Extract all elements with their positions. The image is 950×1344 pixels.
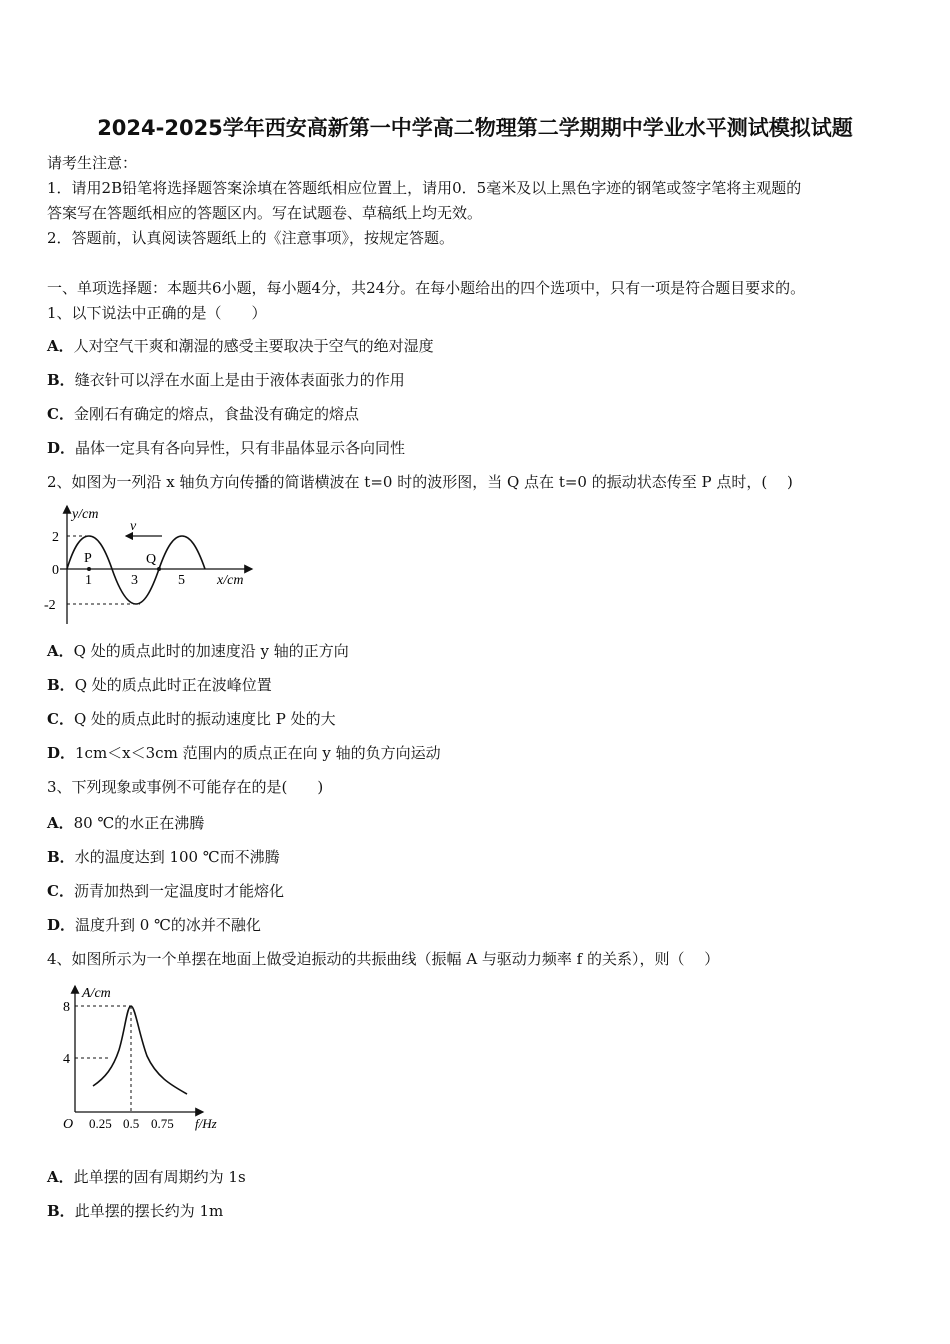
option-text: 1cm＜x＜3cm 范围内的质点正在向 y 轴的负方向运动 xyxy=(75,744,441,762)
notice-item-1-line-1: 1．请用2B铅笔将选择题答案涂填在答题纸相应位置上，请用0．5毫米及以上黑色字迹的钢笔或签字笔将主观题的 xyxy=(47,179,802,197)
option-key: B． xyxy=(47,848,75,866)
option-text: Q 处的质点此时正在波峰位置 xyxy=(74,676,272,694)
section-heading: 一、单项选择题：本题共6小题，每小题4分，共24分。在每小题给出的四个选项中，只有一项是符合题目要求的。 xyxy=(47,279,806,297)
option-key: D． xyxy=(47,916,76,934)
option-text: 沥青加热到一定温度时才能熔化 xyxy=(73,882,284,900)
resonance-y-label: A/cm xyxy=(82,986,111,1001)
option-key: D． xyxy=(47,439,76,457)
option-key: A． xyxy=(47,1168,74,1186)
resonance-tick-y-8: 8 xyxy=(63,1000,70,1015)
option-key: A． xyxy=(47,814,74,832)
question-2-option-a[interactable] xyxy=(47,640,349,661)
question-1-option-c[interactable] xyxy=(47,403,359,424)
option-text: 缝衣针可以浮在水面上是由于液体表面张力的作用 xyxy=(74,371,405,389)
option-key: B． xyxy=(47,676,75,694)
option-text: Q 处的质点此时的加速度沿 y 轴的正方向 xyxy=(73,642,349,660)
question-2-option-c[interactable] xyxy=(47,708,336,729)
option-text: 80 ℃的水正在沸腾 xyxy=(73,814,205,832)
option-text: Q 处的质点此时的振动速度比 P 处的大 xyxy=(73,710,336,728)
question-1-stem: 1、以下说法中正确的是（ ） xyxy=(47,304,267,322)
resonance-x-label: f/Hz xyxy=(195,1116,217,1131)
resonance-curve xyxy=(93,1006,187,1094)
option-key: A． xyxy=(47,642,74,660)
wave-velocity-label: v xyxy=(130,519,137,534)
question-2-stem: 2、如图为一列沿 x 轴负方向传播的简谐横波在 t=0 时的波形图，当 Q 点在 t=0 的振动状态传至 P 点时，( ) xyxy=(47,473,793,491)
wave-tick-y-0: 0 xyxy=(52,563,59,578)
question-3-option-d[interactable] xyxy=(47,914,261,935)
question-1-option-d[interactable] xyxy=(47,437,405,458)
question-4-option-b[interactable] xyxy=(47,1200,223,1221)
resonance-tick-x-05: 0.5 xyxy=(123,1116,140,1131)
wave-x-label: x/cm xyxy=(217,573,244,588)
option-key: B． xyxy=(47,1202,75,1220)
question-3-option-a[interactable] xyxy=(47,812,204,833)
notice-item-1-line-2: 答案写在答题纸相应的答题区内。写在试题卷、草稿纸上均无效。 xyxy=(47,204,483,222)
option-key: C． xyxy=(47,882,74,900)
wave-y-label: y/cm xyxy=(72,507,99,522)
wave-tick-x-3: 3 xyxy=(131,573,138,588)
question-1-option-a[interactable] xyxy=(47,335,434,356)
question-3-option-b[interactable] xyxy=(47,846,280,867)
notice-item-2: 2．答题前，认真阅读答题纸上的《注意事项》，按规定答题。 xyxy=(47,229,455,247)
question-2-option-b[interactable] xyxy=(47,674,272,695)
option-key: B． xyxy=(47,371,75,389)
wave-tick-x-1: 1 xyxy=(85,573,92,588)
wave-point-q xyxy=(157,567,161,571)
option-text: 水的温度达到 100 ℃而不沸腾 xyxy=(74,848,280,866)
option-text: 此单摆的摆长约为 1m xyxy=(74,1202,224,1220)
question-4-stem: 4、如图所示为一个单摆在地面上做受迫振动的共振曲线（振幅 A 与驱动力频率 f 的关系），则（ ） xyxy=(47,950,720,968)
wave-tick-y-2: 2 xyxy=(52,530,59,545)
resonance-origin: O xyxy=(63,1117,74,1132)
question-4-option-a[interactable] xyxy=(47,1166,246,1187)
option-key: C． xyxy=(47,405,74,423)
wave-tick-y-neg2: -2 xyxy=(44,598,56,613)
option-key: A． xyxy=(47,337,74,355)
option-key: C． xyxy=(47,710,74,728)
resonance-tick-x-025: 0.25 xyxy=(89,1116,112,1131)
option-text: 温度升到 0 ℃的冰并不融化 xyxy=(75,916,261,934)
wave-point-p xyxy=(87,567,91,571)
question-3-stem: 3、下列现象或事例不可能存在的是( ) xyxy=(47,778,324,796)
wave-figure xyxy=(40,500,260,630)
option-text: 人对空气干爽和潮湿的感受主要取决于空气的绝对湿度 xyxy=(73,337,434,355)
question-1-option-b[interactable] xyxy=(47,369,405,390)
option-text: 金刚石有确定的熔点，食盐没有确定的熔点 xyxy=(73,405,359,423)
option-key: D． xyxy=(47,744,76,762)
wave-tick-x-5: 5 xyxy=(178,573,185,588)
resonance-figure xyxy=(55,978,235,1133)
notice-heading: 请考生注意： xyxy=(47,154,138,172)
question-2-option-d[interactable] xyxy=(47,742,441,763)
wave-point-p-label: P xyxy=(84,551,92,566)
option-text: 晶体一定具有各向异性，只有非晶体显示各向同性 xyxy=(75,439,406,457)
page-title: 2024-2025学年西安高新第一中学高二物理第二学期期中学业水平测试模拟试题 xyxy=(97,116,853,140)
question-3-option-c[interactable] xyxy=(47,880,284,901)
wave-point-q-label: Q xyxy=(146,552,157,567)
resonance-tick-y-4: 4 xyxy=(63,1052,70,1067)
resonance-tick-x-075: 0.75 xyxy=(151,1116,174,1131)
option-text: 此单摆的固有周期约为 1s xyxy=(73,1168,246,1186)
